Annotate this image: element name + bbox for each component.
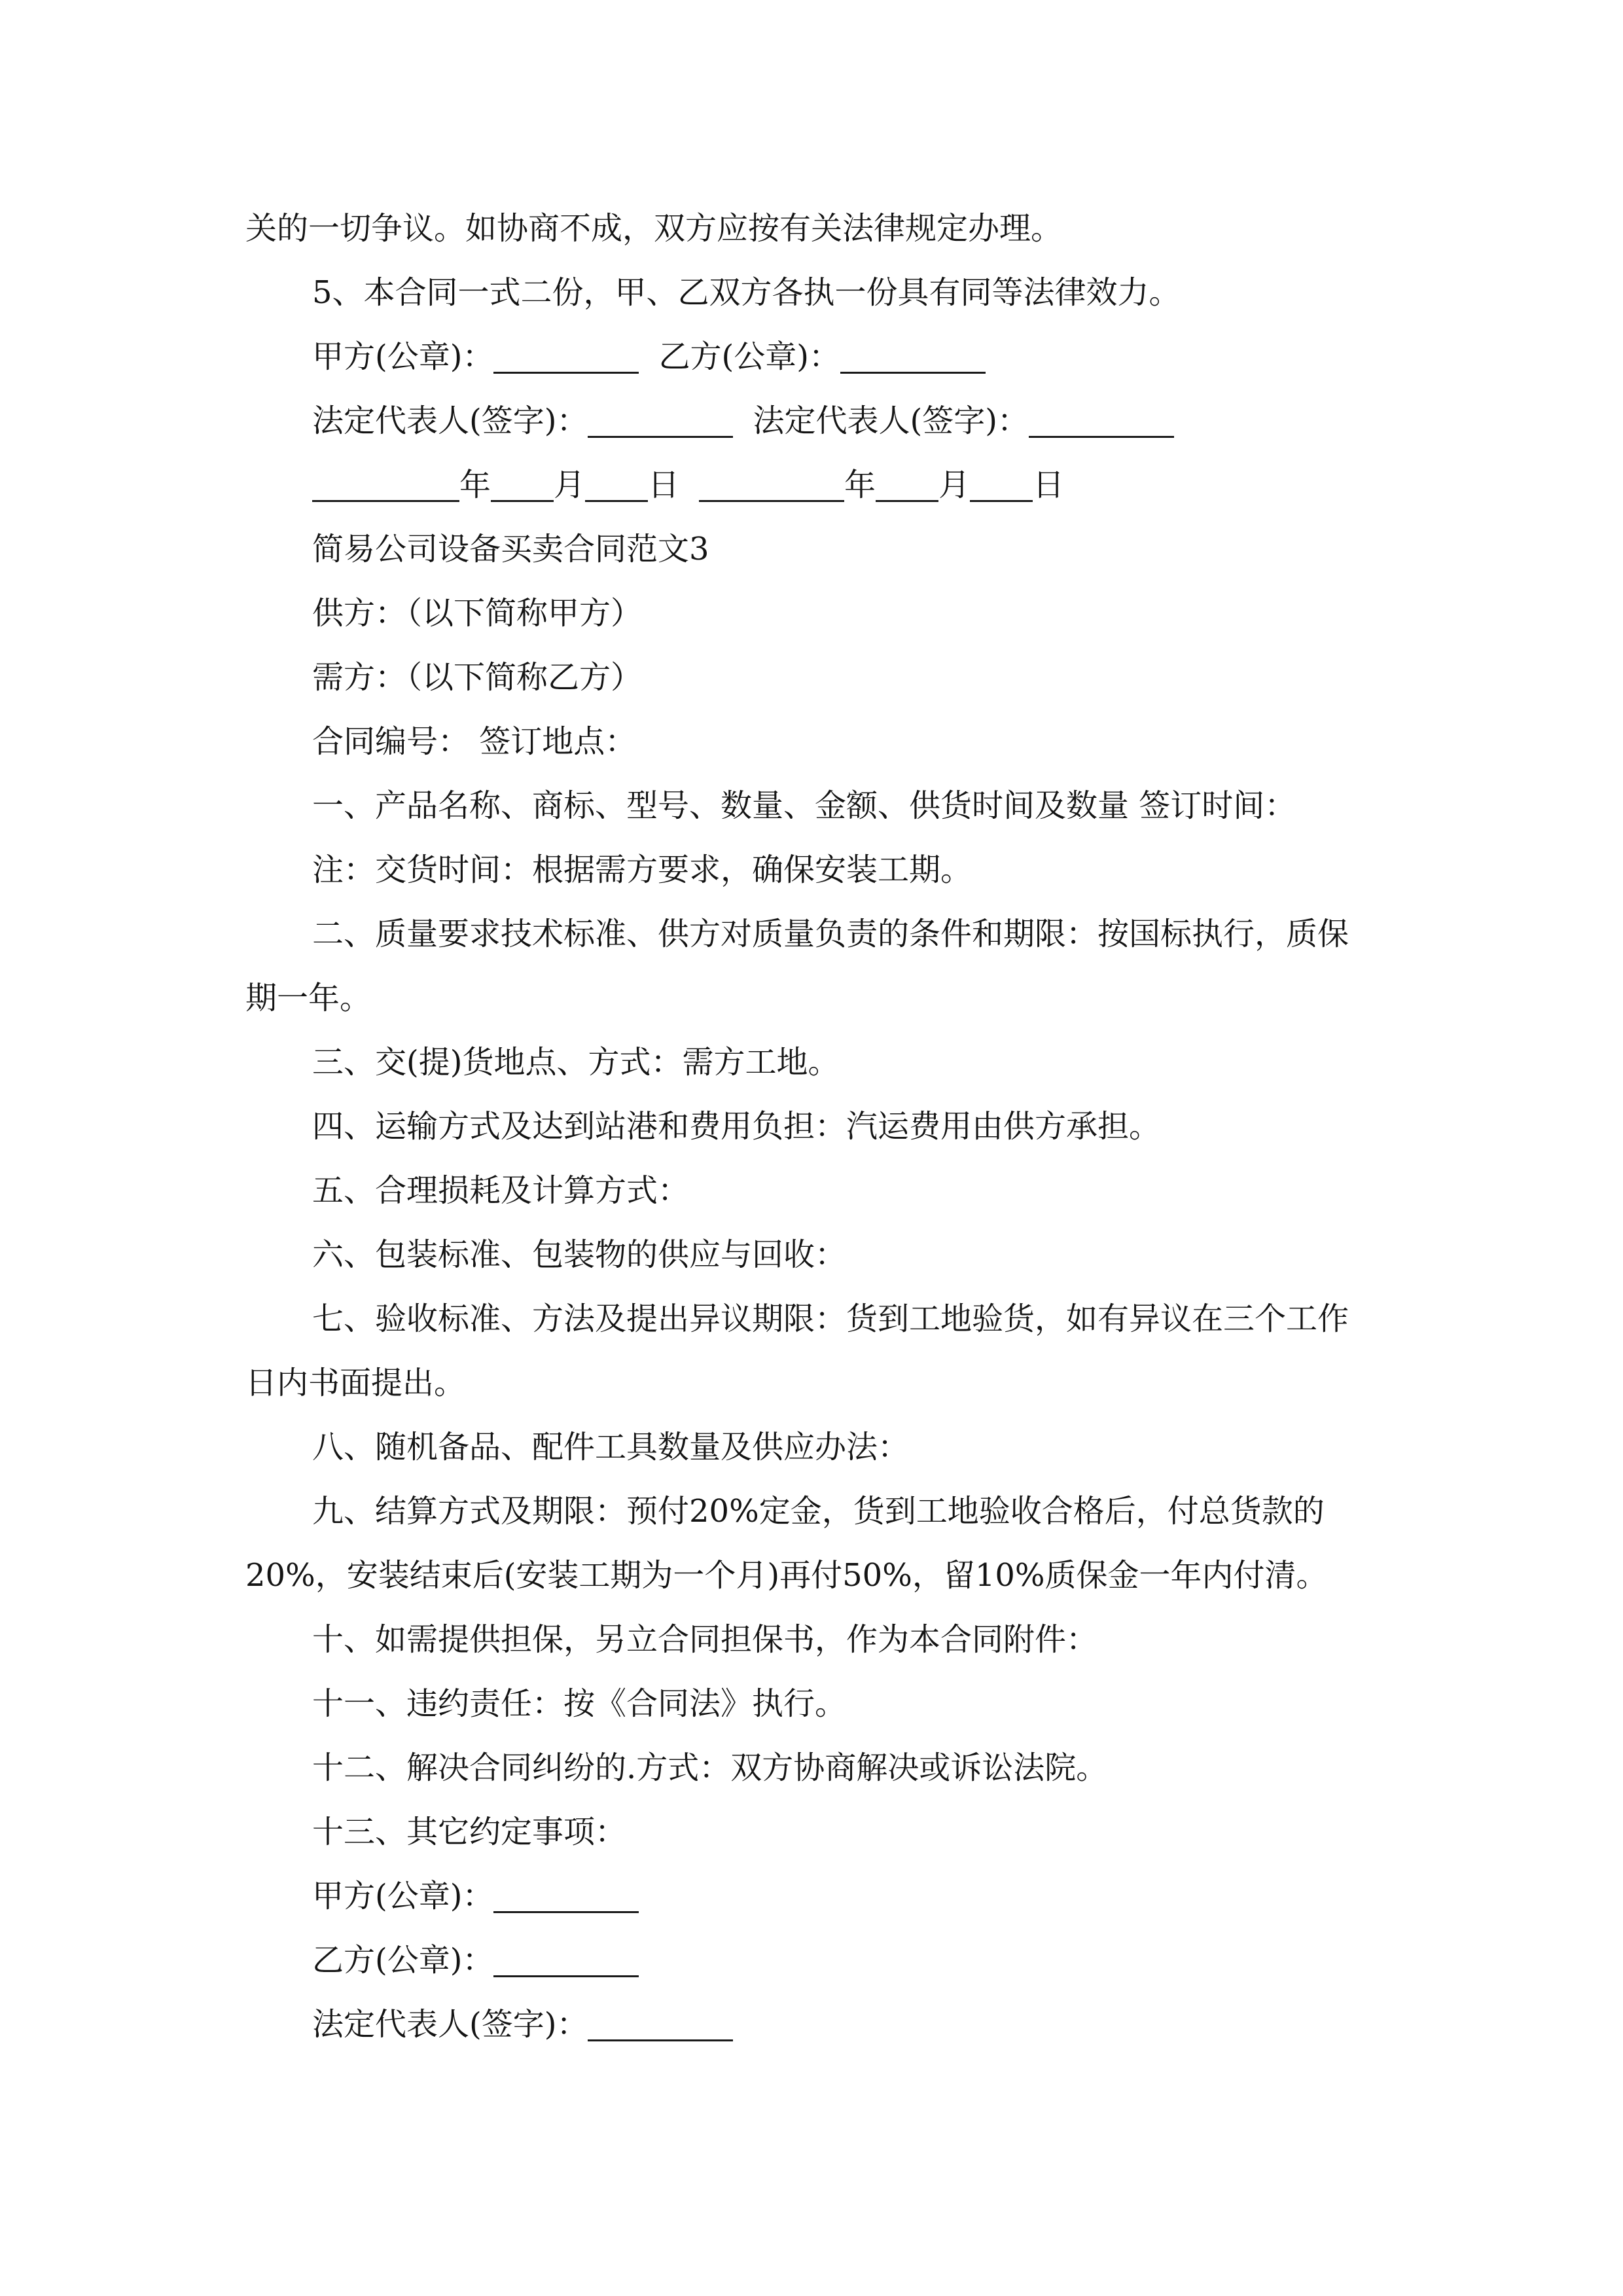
signature-rep-row bbox=[245, 389, 1384, 453]
bottom-party-b-seal-blank bbox=[493, 1939, 639, 1977]
party-a-month-blank bbox=[491, 463, 554, 502]
year-label: 年 bbox=[459, 467, 491, 503]
clause-5: 5、本合同一式二份，甲、乙双方各执一份具有同等法律效力。 bbox=[312, 274, 1181, 311]
bottom-party-b-seal-label: 乙方(公章)： bbox=[312, 1942, 494, 1979]
clause-10: 十、如需提供担保，另立合同担保书，作为本合同附件： bbox=[312, 1621, 1098, 1658]
party-b-year-blank bbox=[699, 463, 844, 502]
clause-2: 二、质量要求技术标准、供方对质量负责的条件和期限：按国标执行，质保 bbox=[312, 916, 1349, 952]
party-a-rep-blank bbox=[588, 399, 733, 438]
bottom-party-a-seal-row bbox=[245, 1864, 1384, 1928]
bottom-party-a-seal-label: 甲方(公章)： bbox=[312, 1878, 494, 1914]
contract-title: 简易公司设备买卖合同范文3 bbox=[312, 531, 709, 567]
month-label: 月 bbox=[554, 467, 586, 503]
clause-6: 六、包装标准、包装物的供应与回收： bbox=[312, 1236, 847, 1273]
buyer-line: 需方：（以下简称乙方） bbox=[312, 659, 643, 696]
clause-4: 四、运输方式及达到站港和费用负担：汽运费用由供方承担。 bbox=[312, 1108, 1161, 1145]
party-a-seal-blank bbox=[493, 335, 639, 374]
clause-2-continuation: 期一年。 bbox=[245, 980, 372, 1016]
clause-1: 一、产品名称、商标、型号、数量、金额、供货时间及数量 签订时间： bbox=[312, 787, 1296, 824]
month-label: 月 bbox=[938, 467, 971, 503]
paragraph-continuation: 关的一切争议。如协商不成，双方应按有关法律规定办理。 bbox=[245, 210, 1063, 247]
bottom-legal-rep-label: 法定代表人(签字)： bbox=[312, 2006, 588, 2043]
clause-9-continuation: 20%，安装结束后(安装工期为一个月)再付50%，留10%质保金一年内付清。 bbox=[245, 1557, 1328, 1594]
clause-5-loss: 五、合理损耗及计算方式： bbox=[312, 1172, 690, 1209]
day-label: 日 bbox=[1033, 467, 1065, 503]
party-a-rep-label: 法定代表人(签字)： bbox=[312, 403, 588, 439]
party-a-day-blank bbox=[585, 463, 648, 502]
party-b-rep-blank bbox=[1029, 399, 1174, 438]
clause-9: 九、结算方式及期限：预付20%定金，货到工地验收合格后，付总货款的 bbox=[312, 1493, 1325, 1530]
document-body bbox=[245, 196, 1384, 2056]
party-b-rep-label: 法定代表人(签字)： bbox=[753, 403, 1029, 439]
clause-7: 七、验收标准、方法及提出异议期限：货到工地验货，如有异议在三个工作 bbox=[312, 1300, 1349, 1337]
contract-number-line: 合同编号： 签订地点： bbox=[312, 723, 637, 760]
clause-13: 十三、其它约定事项： bbox=[312, 1814, 627, 1850]
clause-8: 八、随机备品、配件工具数量及供应办法： bbox=[312, 1429, 910, 1465]
bottom-legal-rep-blank bbox=[588, 2003, 733, 2041]
signature-date-row bbox=[245, 453, 1384, 517]
clause-7-continuation: 日内书面提出。 bbox=[245, 1365, 466, 1401]
signature-seal-row bbox=[245, 325, 1384, 389]
party-b-seal-label: 乙方(公章)： bbox=[658, 338, 840, 375]
bottom-party-a-seal-blank bbox=[493, 1874, 639, 1913]
party-b-day-blank bbox=[970, 463, 1033, 502]
note-line: 注：交货时间：根据需方要求，确保安装工期。 bbox=[312, 852, 972, 888]
party-b-month-blank bbox=[876, 463, 938, 502]
clause-11: 十一、违约责任：按《合同法》执行。 bbox=[312, 1685, 847, 1722]
supplier-line: 供方：（以下简称甲方） bbox=[312, 595, 643, 632]
party-a-seal-label: 甲方(公章)： bbox=[312, 338, 494, 375]
year-label: 年 bbox=[844, 467, 876, 503]
party-a-year-blank bbox=[312, 463, 459, 502]
bottom-party-b-seal-row bbox=[245, 1928, 1384, 1992]
party-b-seal-blank bbox=[840, 335, 986, 374]
clause-3: 三、交(提)货地点、方式：需方工地。 bbox=[312, 1044, 840, 1081]
bottom-legal-rep-row bbox=[245, 1992, 1384, 2056]
clause-12: 十二、解决合同纠纷的.方式：双方协商解决或诉讼法院。 bbox=[312, 1749, 1108, 1786]
day-label: 日 bbox=[648, 467, 680, 503]
